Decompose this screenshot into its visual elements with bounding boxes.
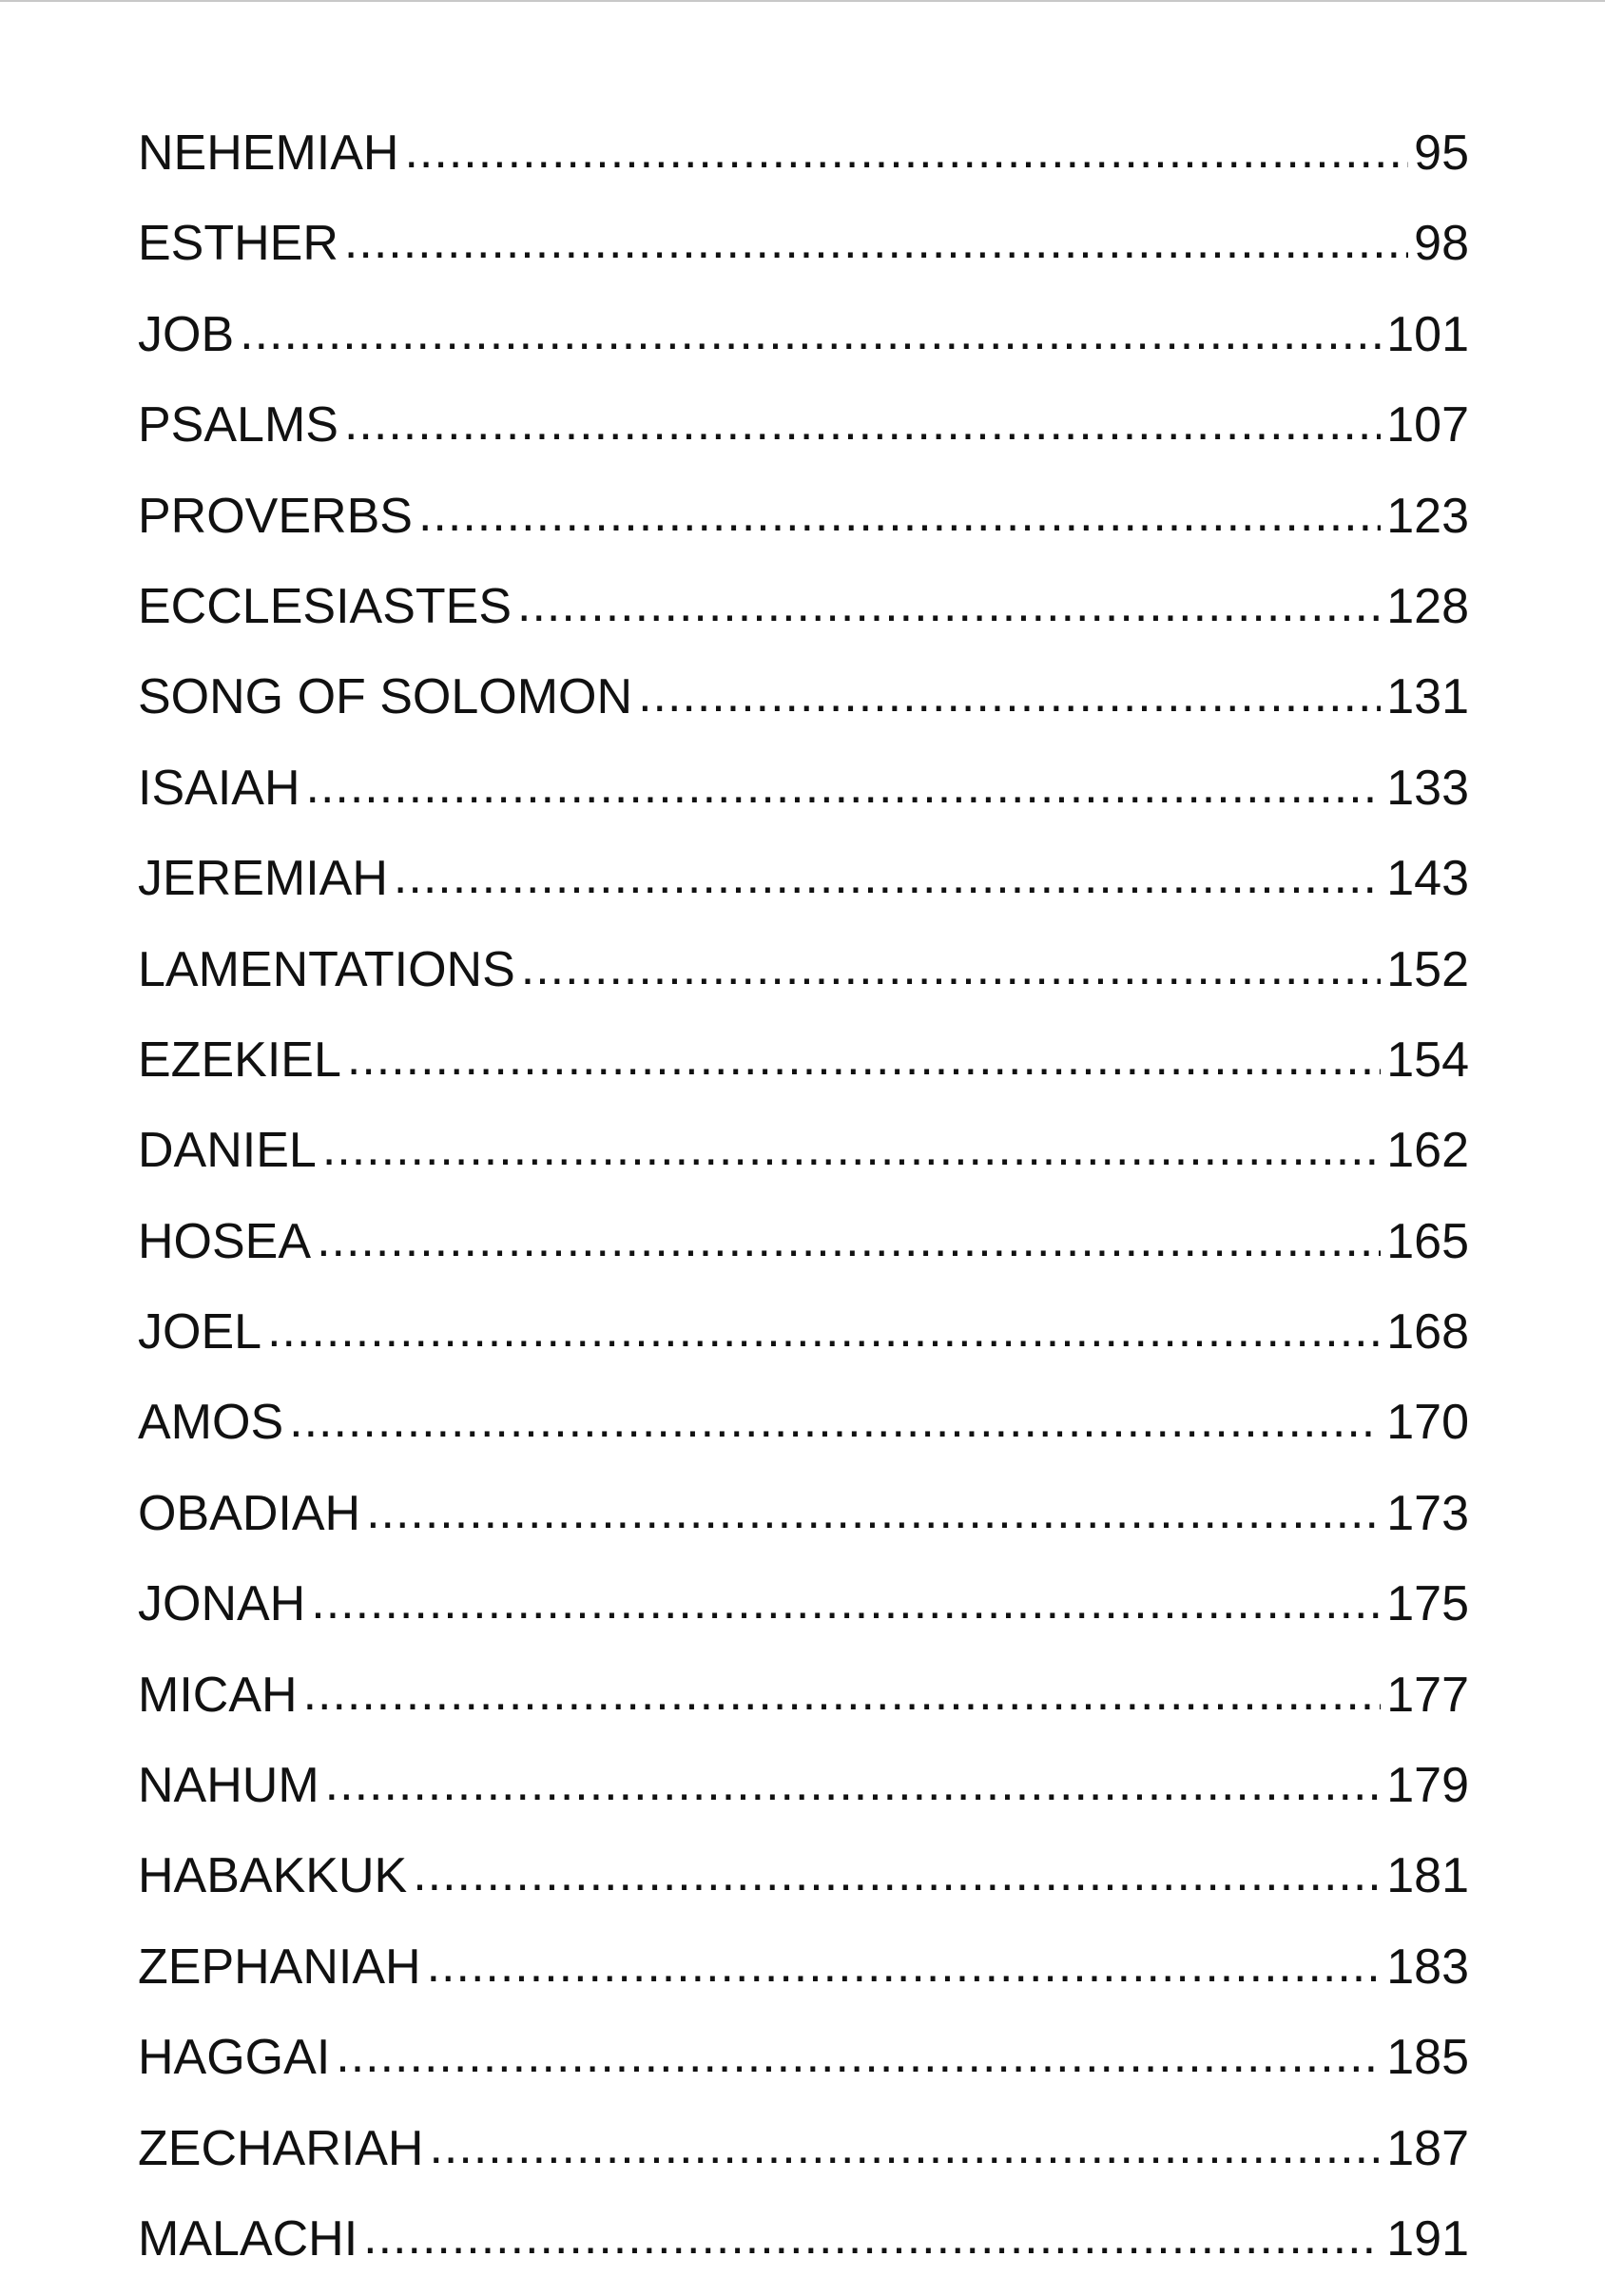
toc-entry[interactable] (138, 845, 1469, 936)
toc-entry-page: 143 (1386, 851, 1469, 907)
toc-entry[interactable] (138, 210, 1469, 300)
toc-entry[interactable] (138, 1027, 1469, 1117)
toc-entry-page: 170 (1386, 1395, 1469, 1451)
toc-entry-title: NEHEMIAH (138, 125, 399, 181)
toc-entry-page: 191 (1386, 2210, 1469, 2267)
toc-entry-page: 133 (1386, 760, 1469, 816)
toc-entry[interactable] (138, 301, 1469, 392)
dot-leader (317, 1206, 1381, 1273)
toc-entry-page: 165 (1386, 1213, 1469, 1269)
toc-entry-title: OBADIAH (138, 1485, 361, 1541)
dot-leader (306, 753, 1382, 820)
toc-entry[interactable] (138, 1299, 1469, 1389)
toc-entry[interactable] (138, 1480, 1469, 1571)
toc-entry[interactable] (138, 1934, 1469, 2024)
toc-entry-page: 177 (1386, 1667, 1469, 1723)
toc-entry-page: 175 (1386, 1576, 1469, 1632)
toc-entry-page: 162 (1386, 1123, 1469, 1179)
toc-entry-page: 181 (1386, 1848, 1469, 1904)
toc-entry[interactable] (138, 936, 1469, 1027)
toc-entry[interactable] (138, 1389, 1469, 1479)
toc-entry-title: MALACHI (138, 2210, 358, 2267)
toc-entry-title: JEREMIAH (138, 851, 388, 907)
toc-entry-title: ISAIAH (138, 760, 300, 816)
dot-leader (521, 935, 1381, 1001)
toc-entry-page: 95 (1414, 125, 1469, 181)
toc-entry-page: 173 (1386, 1485, 1469, 1541)
toc-entry-page: 179 (1386, 1758, 1469, 1814)
toc-entry-title: ZECHARIAH (138, 2120, 424, 2176)
dot-leader (366, 1478, 1381, 1545)
toc-entry-title: HOSEA (138, 1213, 312, 1269)
dot-leader (344, 390, 1381, 456)
toc-entry-page: 168 (1386, 1304, 1469, 1360)
toc-entry[interactable] (138, 120, 1469, 210)
toc-entry-title: MICAH (138, 1667, 298, 1723)
dot-leader (394, 843, 1381, 910)
toc-entry[interactable] (138, 483, 1469, 573)
dot-leader (638, 662, 1381, 728)
toc-entry-page: 101 (1386, 306, 1469, 362)
toc-entry-page: 154 (1386, 1032, 1469, 1088)
toc-entry-title: PSALMS (138, 397, 338, 453)
dot-leader (404, 118, 1408, 184)
dot-leader (322, 1115, 1381, 1182)
toc-entry-title: HAGGAI (138, 2030, 331, 2086)
dot-leader (413, 1841, 1381, 1907)
toc-entry-title: LAMENTATIONS (138, 941, 515, 997)
toc-entry[interactable] (138, 1117, 1469, 1207)
toc-entry[interactable] (138, 2024, 1469, 2114)
toc-entry-title: ZEPHANIAH (138, 1939, 421, 1995)
dot-leader (267, 1297, 1381, 1363)
toc-entry[interactable] (138, 1752, 1469, 1843)
toc-entry[interactable] (138, 1843, 1469, 1933)
toc-entry[interactable] (138, 1662, 1469, 1752)
dot-leader (289, 1387, 1381, 1454)
dot-leader (363, 2204, 1381, 2270)
toc-entry-title: ECCLESIASTES (138, 578, 512, 634)
toc-entry-title: HABAKKUK (138, 1848, 408, 1904)
toc-entry[interactable] (138, 2115, 1469, 2206)
dot-leader (311, 1569, 1381, 1635)
toc-entry-page: 98 (1414, 216, 1469, 272)
toc-entry-title: ESTHER (138, 216, 338, 272)
toc-entry[interactable] (138, 1571, 1469, 1661)
dot-leader (344, 208, 1408, 275)
toc-entry-page: 128 (1386, 578, 1469, 634)
toc-entry[interactable] (138, 1208, 1469, 1299)
toc-entry-title: JONAH (138, 1576, 306, 1632)
toc-entry-title: SONG OF SOLOMON (138, 669, 633, 725)
dot-leader (336, 2022, 1381, 2089)
toc-entry[interactable] (138, 573, 1469, 664)
toc-entry[interactable] (138, 664, 1469, 754)
toc-entry-page: 183 (1386, 1939, 1469, 1995)
toc-entry[interactable] (138, 392, 1469, 482)
dot-leader (427, 1932, 1382, 1998)
toc-entry-title: AMOS (138, 1395, 284, 1451)
toc-entry-title: JOEL (138, 1304, 262, 1360)
dot-leader (418, 481, 1381, 548)
toc-entry-page: 107 (1386, 397, 1469, 453)
top-divider (0, 0, 1605, 2)
toc-entry-title: PROVERBS (138, 488, 413, 544)
toc-entry-page: 131 (1386, 669, 1469, 725)
toc-entry-page: 123 (1386, 488, 1469, 544)
toc-entry[interactable] (138, 2206, 1469, 2296)
toc-entry-page: 187 (1386, 2120, 1469, 2176)
toc-entry-page: 152 (1386, 941, 1469, 997)
dot-leader (240, 299, 1381, 366)
toc-entry-page: 185 (1386, 2030, 1469, 2086)
dot-leader (325, 1750, 1382, 1817)
toc-entry[interactable] (138, 755, 1469, 845)
toc-entry-title: JOB (138, 306, 235, 362)
toc-entry-title: EZEKIEL (138, 1032, 341, 1088)
toc-entry-title: NAHUM (138, 1758, 319, 1814)
table-of-contents (138, 120, 1469, 2296)
dot-leader (517, 571, 1381, 638)
dot-leader (303, 1660, 1382, 1727)
dot-leader (429, 2113, 1381, 2180)
toc-entry-title: DANIEL (138, 1123, 317, 1179)
dot-leader (347, 1025, 1381, 1091)
